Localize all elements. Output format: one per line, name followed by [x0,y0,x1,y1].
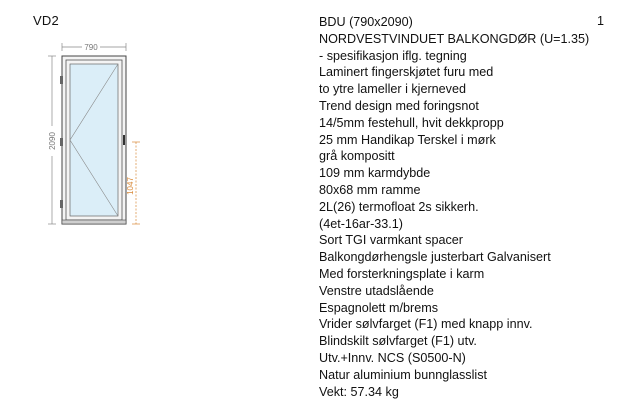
spec-line: BDU (790x2090) [319,15,413,29]
spec-line: Sort TGI varmkant spacer [319,233,463,248]
door-elevation-svg [40,36,160,236]
spec-line: Venstre utadslående [319,283,434,298]
spec-line: Trend design med foringsnot [319,98,479,113]
spec-line: Utv.+Innv. NCS (S0500-N) [319,350,466,365]
hinge-middle [60,138,63,146]
spec-line: 14/5mm festehull, hvit dekkpropp [319,115,504,130]
spec-line: Vrider sølvfarget (F1) med knapp innv. [319,317,533,332]
spec-line: Vekt: 57.34 kg [319,384,399,399]
spec-line: 109 mm karmdybde [319,166,431,181]
spec-line: Laminert fingerskjøtet furu med [319,65,494,80]
door-drawing [40,36,160,236]
specification-text [319,14,629,400]
handle-height-dimension: 1047 [126,177,135,195]
spec-line: grå kompositt [319,149,395,164]
spec-line: to ytre lameller i kjerneved [319,82,466,97]
spec-line: - spesifikasjon iflg. tegning [319,48,467,63]
item-code: VD2 [33,13,59,28]
spec-line: 2L(26) termofloat 2s sikkerh. [319,199,479,214]
spec-line: Espagnolett m/brems [319,300,438,315]
spec-line: Blindskilt sølvfarget (F1) utv. [319,334,477,349]
spec-line: Med forsterkningsplate i karm [319,266,485,281]
hinge-top [60,76,63,84]
door-threshold [62,220,126,224]
spec-line: Natur aluminium bunnglasslist [319,367,487,382]
hinge-bottom [60,200,63,208]
width-dimension: 790 [84,43,98,52]
spec-line: 80x68 mm ramme [319,182,421,197]
spec-line: Balkongdørhengsle justerbart Galvanisert [319,250,551,265]
door-handle [123,135,125,145]
spec-line: (4et-16ar-33.1) [319,216,403,231]
door-glass [70,64,118,216]
item-quantity: 1 [597,14,605,28]
spec-line: NORDVESTVINDUET BALKONGDØR (U=1.35) [319,31,590,46]
height-dimension: 2090 [48,132,57,150]
spec-line: 25 mm Handikap Terskel i mørk [319,132,496,147]
